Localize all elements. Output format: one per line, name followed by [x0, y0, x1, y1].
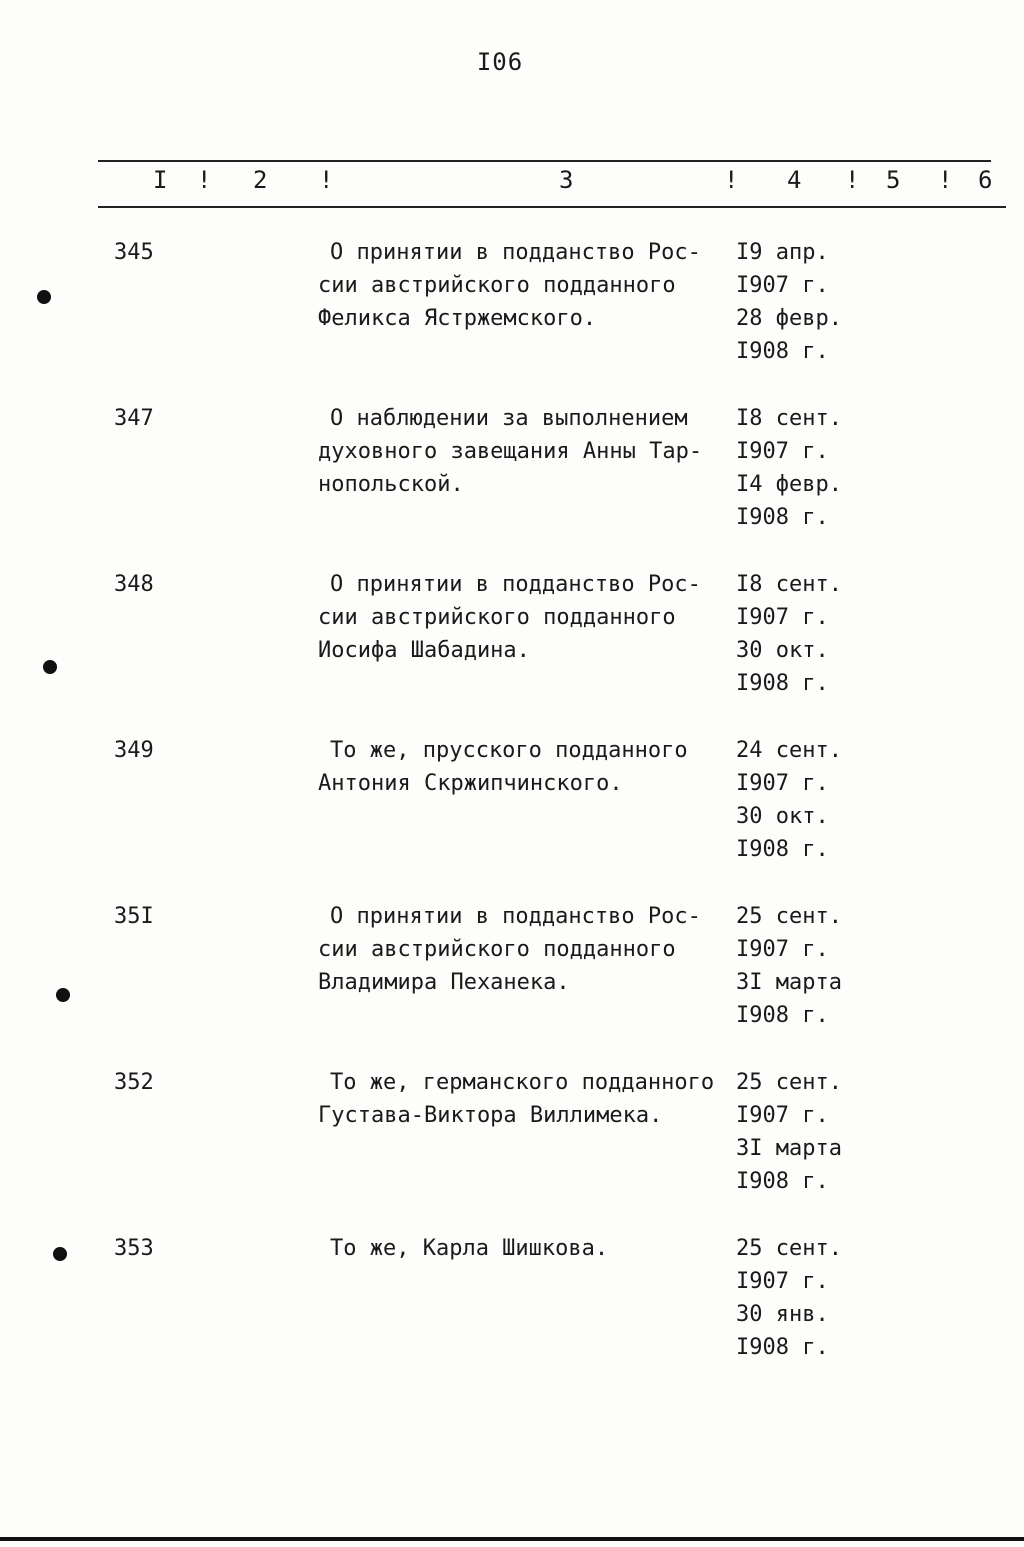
record-dates: [736, 402, 896, 534]
punch-hole-icon: [37, 290, 51, 304]
record-dates: [736, 1232, 896, 1364]
record-dates: [736, 1066, 896, 1198]
record-dates: [736, 734, 896, 866]
column-separator: !: [845, 166, 860, 194]
record-description: [318, 1066, 738, 1132]
start-date: 25 сент.: [736, 904, 842, 929]
description-line: Антония Скржипчинского.: [318, 771, 623, 796]
end-date: 3I марта: [736, 970, 842, 995]
description-line: Владимира Пеханека.: [318, 970, 570, 995]
record-dates: [736, 900, 896, 1032]
record-dates: [736, 236, 896, 368]
end-year: I908 г.: [736, 1169, 829, 1194]
description-line: нопольской.: [318, 472, 464, 497]
description-line: То же, Карла Шишкова.: [330, 1236, 609, 1261]
description-line: духовного завещания Анны Тар-: [318, 439, 703, 464]
end-date: 30 янв.: [736, 1302, 829, 1327]
column-separator: !: [319, 166, 334, 194]
description-line: Густава-Виктора Виллимека.: [318, 1103, 663, 1128]
start-date: 25 сент.: [736, 1070, 842, 1095]
end-year: I908 г.: [736, 1003, 829, 1028]
description-line: То же, германского подданного: [330, 1070, 715, 1095]
column-separator: !: [197, 166, 212, 194]
description-line: Феликса Ястржемского.: [318, 306, 597, 331]
start-date: 24 сент.: [736, 738, 842, 763]
end-year: I908 г.: [736, 339, 829, 364]
description-line: О принятии в подданство Рос-: [330, 904, 701, 929]
start-year: I907 г.: [736, 439, 829, 464]
column-header-row: [0, 166, 1024, 200]
column-header-5: 5: [886, 166, 901, 194]
record-description: [318, 568, 738, 667]
record-description: [318, 734, 738, 800]
end-date: 3I марта: [736, 1136, 842, 1161]
page-number: I06: [476, 48, 524, 76]
header-bottom-rule: [98, 206, 1006, 208]
description-line: О наблюдении за выполнением: [330, 406, 688, 431]
end-year: I908 г.: [736, 671, 829, 696]
record-dates: [736, 568, 896, 700]
end-date: 30 окт.: [736, 638, 829, 663]
start-date: I8 сент.: [736, 572, 842, 597]
record-description: [318, 402, 738, 501]
punch-hole-icon: [43, 660, 57, 674]
description-line: сии австрийского подданного: [318, 937, 676, 962]
description-line: То же, прусского подданного: [330, 738, 688, 763]
record-number: 347: [114, 406, 154, 431]
record-description: [318, 236, 738, 335]
start-date: 25 сент.: [736, 1236, 842, 1261]
start-date: I9 апр.: [736, 240, 829, 265]
column-header-6: 6: [978, 166, 993, 194]
start-year: I907 г.: [736, 1269, 829, 1294]
start-year: I907 г.: [736, 771, 829, 796]
end-year: I908 г.: [736, 505, 829, 530]
column-header-3: 3: [559, 166, 574, 194]
description-line: сии австрийского подданного: [318, 605, 676, 630]
start-year: I907 г.: [736, 273, 829, 298]
column-separator: !: [724, 166, 739, 194]
record-number: 349: [114, 738, 154, 763]
column-header-2: 2: [253, 166, 268, 194]
end-year: I908 г.: [736, 1335, 829, 1360]
end-year: I908 г.: [736, 837, 829, 862]
start-year: I907 г.: [736, 605, 829, 630]
end-date: I4 февр.: [736, 472, 842, 497]
record-number: 353: [114, 1236, 154, 1261]
punch-hole-icon: [53, 1247, 67, 1261]
description-line: сии австрийского подданного: [318, 273, 676, 298]
record-description: [318, 1232, 738, 1265]
start-date: I8 сент.: [736, 406, 842, 431]
record-number: 35I: [114, 904, 154, 929]
column-separator: !: [938, 166, 953, 194]
start-year: I907 г.: [736, 937, 829, 962]
description-line: О принятии в подданство Рос-: [330, 240, 701, 265]
record-number: 352: [114, 1070, 154, 1095]
record-number: 345: [114, 240, 154, 265]
punch-hole-icon: [56, 988, 70, 1002]
end-date: 30 окт.: [736, 804, 829, 829]
column-header-1: I: [153, 166, 168, 194]
description-line: О принятии в подданство Рос-: [330, 572, 701, 597]
description-line: Иосифа Шабадина.: [318, 638, 530, 663]
header-top-rule: [98, 160, 991, 162]
page-bottom-edge: [0, 1537, 1024, 1541]
record-number: 348: [114, 572, 154, 597]
column-header-4: 4: [787, 166, 802, 194]
end-date: 28 февр.: [736, 306, 842, 331]
start-year: I907 г.: [736, 1103, 829, 1128]
record-description: [318, 900, 738, 999]
